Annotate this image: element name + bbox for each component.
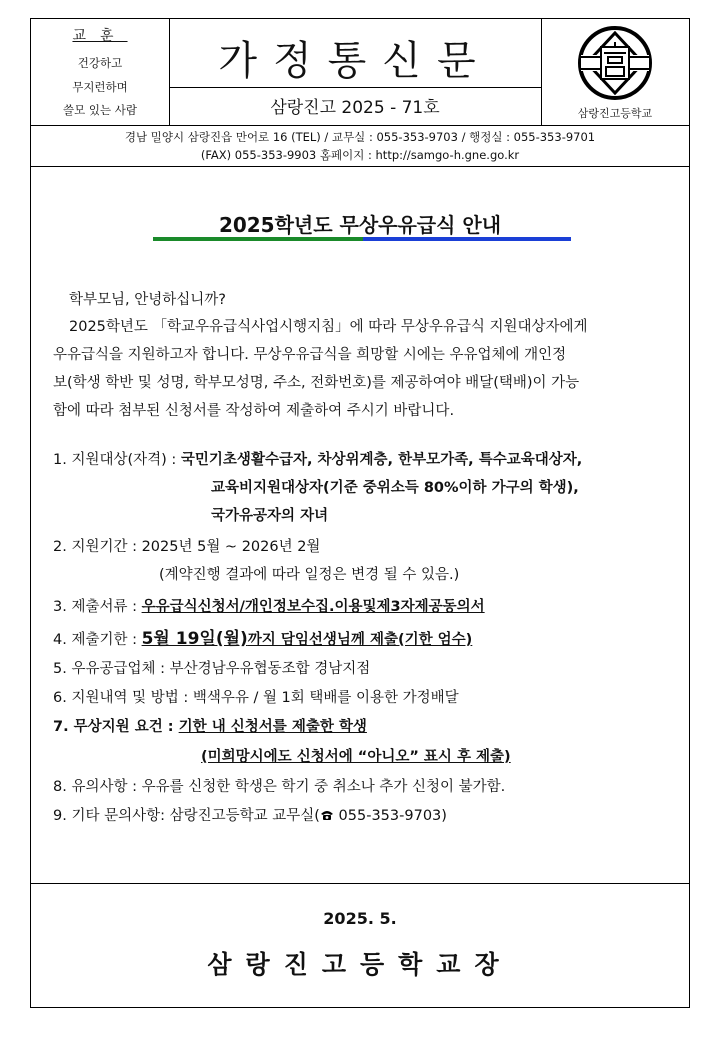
newsletter-frame bbox=[30, 18, 690, 1008]
motto-line: 쓸모 있는 사람 bbox=[63, 103, 137, 117]
item-value-cont: 교육비지원대상자(기준 중위소득 80%이하 가구의 학생), bbox=[211, 480, 579, 496]
intro-line: 함에 따라 첨부된 신청서를 작성하여 제출하여 주시기 바랍니다. bbox=[53, 403, 455, 419]
address-line: 경남 밀양시 삼랑진읍 만어로 16 (TEL) / 교무실 : 055-353-9703 / 행정실 : 055-353-9701 bbox=[124, 130, 596, 144]
item-value: 우유급식신청서/개인정보수집.이용및제3자제공동의서 bbox=[141, 599, 485, 615]
principal-signature: 삼랑진고등학교장 bbox=[207, 950, 513, 979]
title-box bbox=[169, 19, 542, 125]
item-value: 국민기초생활수급자, 차상위계층, 한부모가족, 특수교육대상자, bbox=[180, 452, 583, 468]
contact-phone: 055-353-9703) bbox=[333, 808, 447, 824]
item-documents bbox=[53, 595, 485, 616]
intro-line: 보(학생 학반 및 성명, 학부모성명, 주소, 전화번호)를 제공하여야 배달(택배)이 가능 bbox=[53, 375, 580, 391]
contact-line: (FAX) 055-353-9903 홈페이지 : http://samgo-h.gne.go.kr bbox=[200, 148, 520, 162]
item-label: 4. 제출기한 : bbox=[53, 632, 142, 648]
intro-line: 2025학년도 「학교우유급식사업시행지침」에 따라 무상우유급식 지원대상자에게 bbox=[69, 319, 588, 335]
school-logo-box bbox=[541, 19, 689, 125]
school-emblem-icon bbox=[577, 25, 653, 101]
notice-heading: 2025학년도 무상우유급식 안내 bbox=[218, 213, 502, 237]
heading-underline-blue bbox=[363, 237, 571, 241]
motto-line: 건강하고 bbox=[77, 56, 123, 70]
issue-number: 삼랑진고 2025 - 71호 bbox=[270, 98, 440, 118]
title-divider bbox=[169, 87, 541, 88]
item-requirement-note: (미희망시에도 신청서에 “아니오” 표시 후 제출) bbox=[201, 749, 511, 765]
issue-date: 2025. 5. bbox=[323, 909, 397, 928]
item-eligibility bbox=[53, 448, 582, 469]
header bbox=[31, 19, 689, 126]
page-title: 가정통신문 bbox=[218, 38, 492, 84]
item-label: 7. 무상지원 요건 : bbox=[53, 719, 179, 735]
motto-title: 교훈 bbox=[72, 28, 128, 44]
item-label: 3. 제출서류 : bbox=[53, 599, 142, 615]
notice-body bbox=[31, 167, 689, 884]
contact-info bbox=[31, 125, 689, 167]
motto-line: 무지런하며 bbox=[72, 80, 128, 94]
item-supplier: 5. 우유공급업체 : 부산경남우유협동조합 경남지점 bbox=[53, 661, 371, 677]
phone-icon bbox=[320, 809, 334, 821]
item-deadline bbox=[53, 624, 472, 649]
greeting: 학부모님, 안녕하십니까? bbox=[69, 292, 226, 308]
item-period: 2. 지원기간 : 2025년 5월 ~ 2026년 2월 bbox=[53, 539, 321, 555]
intro-line: 우유급식을 지원하고자 합니다. 무상우유급식을 희망할 시에는 우유업체에 개인정 bbox=[53, 347, 567, 363]
item-caution: 8. 유의사항 : 우유를 신청한 학생은 학기 중 취소나 추가 신청이 불가함. bbox=[53, 779, 506, 795]
item-period-note: (계약진행 결과에 따라 일정은 변경 될 수 있음.) bbox=[159, 567, 460, 583]
item-value: 기한 내 신청서를 제출한 학생 bbox=[178, 719, 367, 735]
heading-underline-green bbox=[153, 237, 363, 241]
item-label: 9. 기타 문의사항: 삼랑진고등학교 교무실( bbox=[53, 808, 320, 824]
deadline-rest: 까지 담임선생님께 제출(기한 엄수) bbox=[247, 632, 473, 648]
item-value-cont: 국가유공자의 자녀 bbox=[211, 508, 329, 524]
school-name-caption: 삼랑진고등학교 bbox=[577, 107, 653, 120]
item-method: 6. 지원내역 및 방법 : 백색우유 / 월 1회 택배를 이용한 가정배달 bbox=[53, 690, 459, 706]
deadline-date: 5월 19일(월) bbox=[141, 629, 248, 649]
item-requirement bbox=[53, 715, 367, 736]
item-label: 1. 지원대상(자격) : bbox=[53, 452, 181, 468]
school-motto bbox=[31, 19, 170, 125]
item-contact bbox=[53, 804, 447, 825]
